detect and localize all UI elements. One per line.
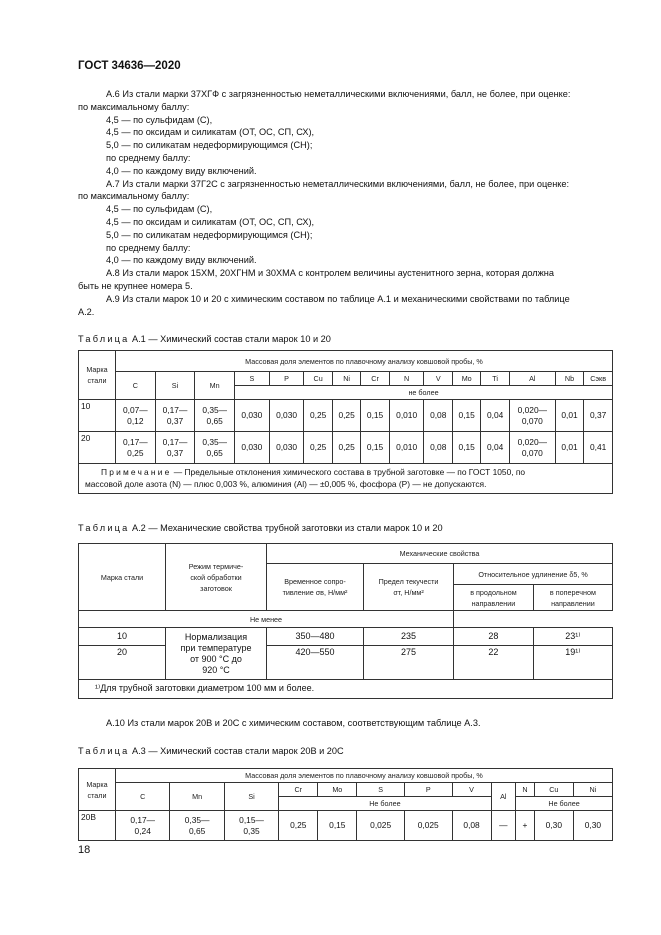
al-cell: 0,020— 0,070: [509, 400, 555, 432]
ceq-cell: 0,41: [584, 432, 613, 464]
table-a3: [78, 768, 613, 841]
tensile-header: Временное сопро- тивление σв, Н/мм²: [267, 564, 364, 611]
no-more-label: Не более: [516, 797, 613, 811]
value-cell: 0,15: [452, 400, 480, 432]
col-cu: Cu: [304, 372, 332, 386]
table-row: [79, 646, 613, 680]
trans-cell: 23¹⁾: [533, 628, 612, 646]
table-footnote-row: [79, 680, 613, 699]
col-mo: Mo: [452, 372, 480, 386]
col-cr: Cr: [361, 372, 389, 386]
nb-cell: 0,01: [555, 432, 583, 464]
yield-cell: 275: [364, 646, 454, 680]
yield-header: Предел текучести σт, Н/мм²: [364, 564, 454, 611]
paragraph-line: быть не крупнее номера 5.: [78, 280, 193, 291]
value-cell: 0,15: [361, 432, 389, 464]
col-grade-header: Марка стали: [79, 544, 166, 611]
value-cell: 0,010: [389, 432, 424, 464]
table-row: [79, 628, 613, 646]
col-mo: Mo: [318, 783, 357, 797]
long-header: в продольном направлении: [454, 585, 534, 611]
si-cell: 0,17— 0,37: [155, 400, 195, 432]
heat-cell: Нормализация при температуре от 900 °С до 920 °С: [166, 628, 267, 680]
col-al: Al: [509, 372, 555, 386]
table-a1-caption: Таблица А.1 — Химический состав стали марок 10 и 20: [78, 334, 331, 344]
col-c: C: [116, 783, 170, 811]
value-cell: 0,30: [573, 811, 612, 841]
col-mn: Mn: [195, 372, 235, 400]
paragraph-line: 4,0 — по каждому виду включений.: [106, 255, 257, 266]
col-p: P: [404, 783, 452, 797]
paragraph-line: 5,0 — по силикатам недеформирующимся (СН);: [106, 229, 313, 240]
table-a1: [78, 350, 613, 494]
value-cell: 0,010: [389, 400, 424, 432]
yield-cell: 235: [364, 628, 454, 646]
col-si: Si: [155, 372, 195, 400]
group-header: Массовая доля элементов по плавочному анализу ковшовой пробы, %: [116, 769, 613, 783]
col-n: N: [389, 372, 424, 386]
paragraph-line: А.8 Из стали марок 15ХМ, 20ХГНМ и 30ХМА с контролем величины аустенитного зерна, которая должна: [106, 268, 554, 279]
mn-cell: 0,35— 0,65: [170, 811, 224, 841]
trans-header: в поперечном направлении: [533, 585, 612, 611]
col-ti: Ti: [481, 372, 509, 386]
grade-cell: 20: [79, 646, 166, 680]
table-note-row: [79, 464, 613, 494]
col-si: Si: [224, 783, 278, 811]
value-cell: 0,25: [304, 432, 332, 464]
value-cell: 0,030: [235, 432, 270, 464]
al-cell: —: [491, 811, 516, 841]
nb-cell: 0,01: [555, 400, 583, 432]
value-cell: 0,030: [235, 400, 270, 432]
value-cell: 0,025: [404, 811, 452, 841]
tensile-cell: 350—480: [267, 628, 364, 646]
long-cell: 22: [454, 646, 534, 680]
table-a2: [78, 543, 613, 699]
col-p: P: [269, 372, 304, 386]
col-grade-header: Марка стали: [79, 351, 116, 400]
col-ni: Ni: [332, 372, 360, 386]
value-cell: 0,15: [318, 811, 357, 841]
mn-cell: 0,35— 0,65: [195, 432, 235, 464]
value-cell: 0,04: [481, 400, 509, 432]
no-more-label: Не более: [279, 797, 491, 811]
grade-cell: 20: [79, 432, 116, 464]
value-cell: 0,25: [332, 432, 360, 464]
col-s: S: [235, 372, 270, 386]
value-cell: 0,030: [269, 400, 304, 432]
grade-cell: 10: [79, 400, 116, 432]
mech-header: Механические свойства: [267, 544, 613, 564]
paragraph-line: А.6 Из стали марки 37ХГФ с загрязненностью неметаллическими включениями, балл, не более, при оценке:: [106, 89, 571, 99]
col-grade-header: Марка стали: [79, 769, 116, 811]
si-cell: 0,15— 0,35: [224, 811, 278, 841]
value-cell: 0,04: [481, 432, 509, 464]
paragraph-line: по среднему баллу:: [106, 152, 191, 163]
paragraph-line: А.7 Из стали марки 37Г2С с загрязненностью неметаллическими включениями, балл, не более, при оценке:: [106, 178, 570, 189]
paragraph-line: 4,5 — по сульфидам (С),: [106, 114, 213, 125]
paragraph-line: А.2.: [78, 306, 95, 317]
page-number: 18: [78, 844, 91, 856]
no-more-label: не более: [235, 386, 613, 400]
paragraphs-block: [78, 88, 618, 318]
col-n: N: [516, 783, 535, 797]
paragraph-a10: А.10 Из стали марок 20В и 20С с химическим составом, соответствующим таблице А.3.: [106, 718, 481, 728]
value-cell: 0,08: [452, 811, 491, 841]
col-cr: Cr: [279, 783, 318, 797]
col-ni: Ni: [573, 783, 612, 797]
col-ceq: Cэкв: [584, 372, 613, 386]
col-s: S: [357, 783, 405, 797]
long-cell: 28: [454, 628, 534, 646]
paragraph-line: по максимальному баллу:: [78, 101, 190, 112]
col-al: Al: [491, 783, 516, 811]
col-c: C: [116, 372, 156, 400]
value-cell: 0,25: [332, 400, 360, 432]
col-mn: Mn: [170, 783, 224, 811]
document-header: ГОСТ 34636—2020: [78, 60, 181, 72]
value-cell: +: [516, 811, 535, 841]
table-row: [79, 432, 613, 464]
paragraph-line: А.9 Из стали марок 10 и 20 с химическим составом по таблице А.1 и механическими свойствами по таблице: [106, 293, 570, 304]
paragraph-line: 4,5 — по оксидам и силикатам (ОТ, ОС, СП, СХ),: [106, 216, 315, 227]
paragraph-line: 5,0 — по силикатам недеформирующимся (СН);: [106, 140, 313, 151]
table-row: [79, 400, 613, 432]
mn-cell: 0,35— 0,65: [195, 400, 235, 432]
grade-cell: 20В: [79, 811, 116, 841]
trans-cell: 19¹⁾: [533, 646, 612, 680]
elong-header: Относительное удлинение δ5, %: [454, 564, 613, 585]
value-cell: 0,25: [279, 811, 318, 841]
table-a3-caption: Таблица А.3 — Химический состав стали марок 20В и 20С: [78, 746, 344, 756]
value-cell: 0,030: [269, 432, 304, 464]
paragraph-line: 4,0 — по каждому виду включений.: [106, 165, 257, 176]
paragraph-line: 4,5 — по оксидам и силикатам (ОТ, ОС, СП, СХ),: [106, 127, 315, 138]
paragraph-line: по максимальному баллу:: [78, 191, 190, 202]
not-less-label: Не менее: [79, 611, 454, 628]
table-row: [79, 811, 613, 841]
col-nb: Nb: [555, 372, 583, 386]
c-cell: 0,07— 0,12: [116, 400, 156, 432]
table-a2-caption: Таблица А.2 — Механические свойства трубной заготовки из стали марок 10 и 20: [78, 523, 443, 533]
value-cell: 0,30: [534, 811, 573, 841]
value-cell: 0,15: [452, 432, 480, 464]
col-cu: Cu: [534, 783, 573, 797]
value-cell: 0,15: [361, 400, 389, 432]
paragraph-line: 4,5 — по сульфидам (С),: [106, 204, 213, 215]
group-header: Массовая доля элементов по плавочному анализу ковшовой пробы, %: [116, 351, 613, 372]
col-v: V: [424, 372, 452, 386]
paragraph-line: по среднему баллу:: [106, 242, 191, 253]
c-cell: 0,17— 0,24: [116, 811, 170, 841]
value-cell: 0,08: [424, 432, 452, 464]
col-heat-header: Режим термиче- ской обработки заготовок: [166, 544, 267, 611]
value-cell: 0,025: [357, 811, 405, 841]
tensile-cell: 420—550: [267, 646, 364, 680]
ceq-cell: 0,37: [584, 400, 613, 432]
table-footnote: ¹⁾Для трубной заготовки диаметром 100 мм и более.: [79, 680, 613, 699]
c-cell: 0,17— 0,25: [116, 432, 156, 464]
value-cell: 0,08: [424, 400, 452, 432]
grade-cell: 10: [79, 628, 166, 646]
col-v: V: [452, 783, 491, 797]
si-cell: 0,17— 0,37: [155, 432, 195, 464]
al-cell: 0,020— 0,070: [509, 432, 555, 464]
table-note: Примечание — Предельные отклонения химического состава в трубной заготовке — по ГОСТ 1050, по массовой доле азота (N) — плюс 0,003 %, алюминия (Al) — ±0,005 %, фосфора (P) — не допускаются.: [79, 464, 613, 494]
value-cell: 0,25: [304, 400, 332, 432]
